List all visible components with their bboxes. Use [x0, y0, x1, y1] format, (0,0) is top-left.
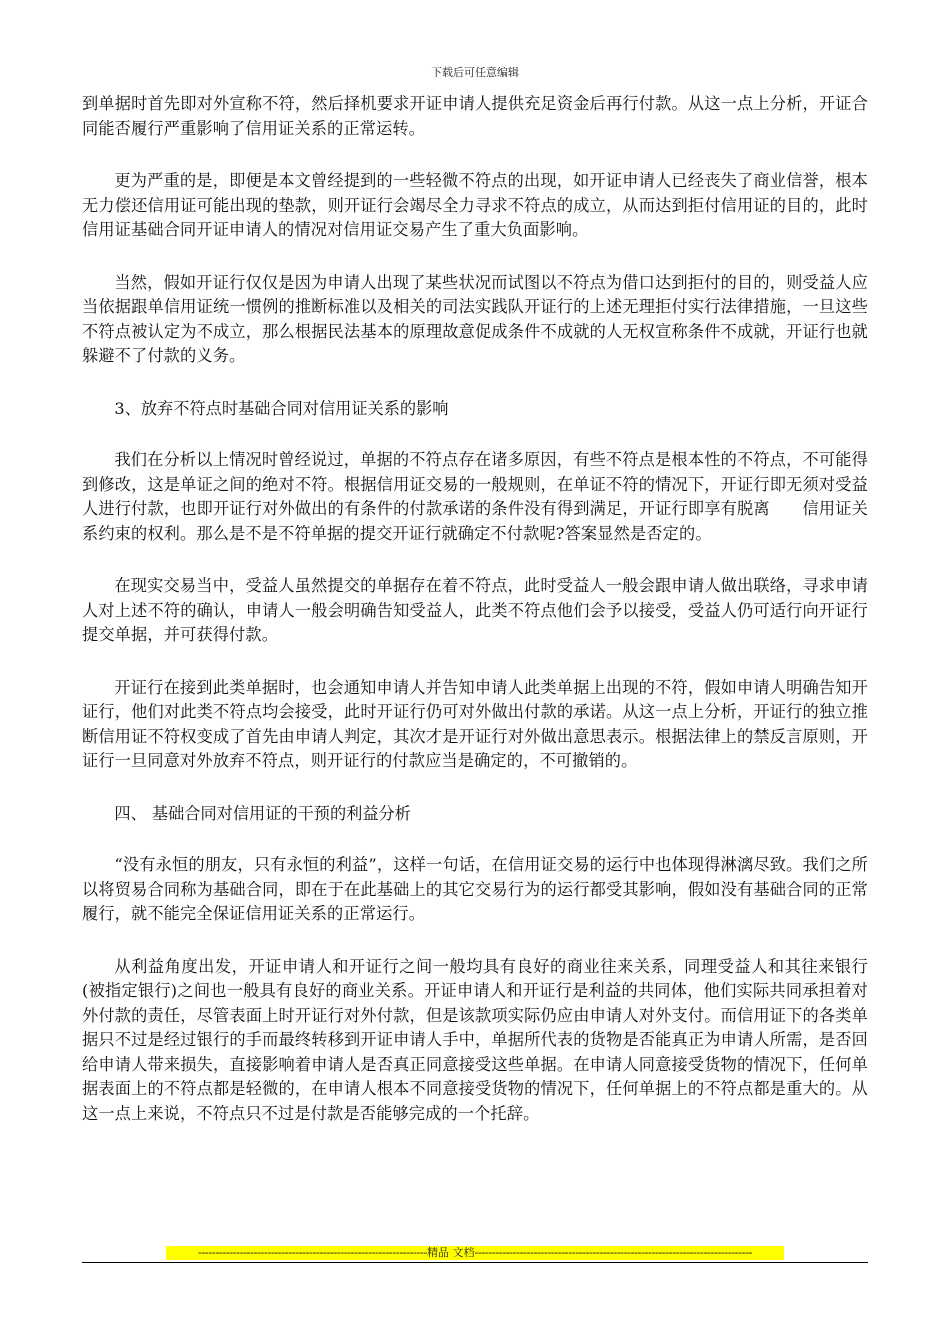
- paragraph: 在现实交易当中，受益人虽然提交的单据存在着不符点，此时受益人一般会跟申请人做出联络，寻求申请人对上述不符的确认，申请人一般会明确告知受益人，此类不符点他们会予以接受，受益人仍可适行向开证行提交单据，并可获得付款。: [82, 576, 868, 644]
- section-heading: 3、放弃不符点时基础合同对信用证关系的影响: [114, 398, 449, 418]
- paragraph: 更为严重的是，即便是本文曾经提到的一些轻微不符点的出现，如开证申请人已经丧失了商业信誉，根本无力偿还信用证可能出现的垫款，则开证行会竭尽全力寻求不符点的成立，从而达到拒付信用证的目的，此时信用证基础合同开证申请人的情况对信用证交易产生了重大负面影响。: [82, 171, 868, 239]
- footer-left-dashes: ------------------------------------------------------------------: [197, 1246, 427, 1259]
- paragraph: 从利益角度出发，开证申请人和开证行之间一般均具有良好的商业往来关系，同理受益人和其往来银行(被指定银行)之间也一般具有良好的商业关系。开证申请人和开证行是利益的共同体，他们实际共同承担着对外付款的责任，尽管表面上时开证行对外付款，但是该款项实际仍应由申请人对外支付。而信用证下的各类单据只不过是经过银行的手而最终转移到开证申请人手中，单据所代表的货物是否能真正为申请人所需，是否回给申请人带来损失，直接影响着申请人是否真正同意接受这些单据。在申请人同意接受货物的情况下，任何单据表面上的不符点都是轻微的，在申请人根本不同意接受货物的情况下，任何单据上的不符点都是重大的。从这一点上来说，不符点只不过是付款是否能够完成的一个托辞。: [82, 956, 868, 1123]
- section-heading: 四、 基础合同对信用证的干预的利益分析: [114, 803, 411, 823]
- page-header: 下载后可任意编辑: [431, 66, 519, 79]
- footer-label: 精品 文档: [426, 1246, 475, 1259]
- paragraph: 开证行在接到此类单据时，也会通知申请人并告知申请人此类单据上出现的不符，假如申请人明确告知开证行，他们对此类不符点均会接受，此时开证行仍可对外做出付款的承诺。从这一点上分析，开证行的独立推断信用证不符权变成了首先由申请人判定，其次才是开证行对外做出意思表示。根据法律上的禁反言原则，开证行一旦同意对外放弃不符点，则开证行的付款应当是确定的，不可撤销的。: [82, 677, 868, 770]
- paragraph: 当然，假如开证行仅仅是因为申请人出现了某些状况而试图以不符点为借口达到拒付的目的，则受益人应当依据跟单信用证统一惯例的推断标准以及相关的司法实践队开证行的上述无理拒付实行法律措施，一旦这些不符点被认定为不成立，那么根据民法基本的原理故意促成条件不成就的人无权宣称条件不成就，开证行也就躲避不了付款的义务。: [82, 272, 868, 365]
- footer-banner: [166, 1246, 784, 1260]
- document-body: [82, 92, 868, 1154]
- footer-right-dashes: --------------------------------------------------------------------------------: [474, 1246, 753, 1259]
- footer-rule: [82, 1262, 868, 1263]
- paragraph: 我们在分析以上情况时曾经说过，单据的不符点存在诸多原因，有些不符点是根本性的不符点，不可能得到修改，这是单证之间的绝对不符。根据信用证交易的一般规则，在单证不符的情况下，开证行即无须对受益人进行付款，也即开证行对外做出的有条件的付款承诺的条件没有得到满足，开证行即享有脱离 信用证关系约束的权利。那么是不是不符单据的提交开证行就确定不付款呢?答案显然是否定的。: [82, 450, 868, 543]
- paragraph: “没有永恒的朋友，只有永恒的利益”，这样一句话，在信用证交易的运行中也体现得淋漓尽致。我们之所以将贸易合同称为基础合同，即在于在此基础上的其它交易行为的运行都受其影响，假如没有基础合同的正常履行，就不能完全保证信用证关系的正常运行。: [82, 855, 868, 923]
- paragraph-continuation: 到单据时首先即对外宣称不符，然后择机要求开证申请人提供充足资金后再行付款。从这一点上分析，开证合同能否履行严重影响了信用证关系的正常运转。: [82, 94, 868, 138]
